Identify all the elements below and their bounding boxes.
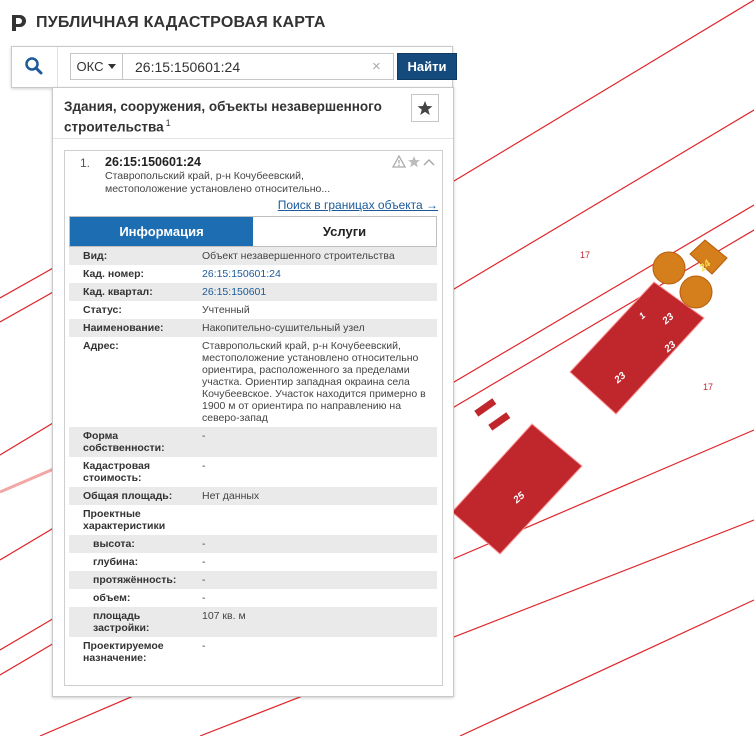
result-card	[64, 150, 443, 686]
info-row	[69, 337, 437, 427]
info-row-value	[198, 505, 437, 535]
result-number: 1.	[80, 156, 91, 170]
panel-title-count: 1	[165, 118, 171, 128]
clear-icon[interactable]: ×	[372, 58, 381, 75]
map-parcel-label: 24	[697, 258, 714, 274]
object-type-select[interactable]	[70, 53, 122, 80]
info-row	[69, 247, 437, 265]
info-row-label: Статус:	[83, 304, 122, 316]
info-row-label: Проектные характеристики	[83, 508, 166, 532]
tab-bar	[69, 216, 437, 247]
info-row-label: объем:	[93, 592, 131, 604]
info-row-label: Наименование:	[83, 322, 164, 334]
info-row-value: Накопительно-сушительный узел	[202, 322, 365, 334]
warning-icon[interactable]	[393, 156, 405, 167]
result-description: Ставропольский край, р-н Кочубеевский, местоположение установлено относительно...	[105, 170, 331, 195]
info-row	[69, 505, 437, 535]
object-type-label: ОКС	[76, 59, 104, 74]
map-parcel-label: 17	[702, 382, 714, 392]
info-row-label: Общая площадь:	[83, 490, 173, 502]
map-parcel-label: 23	[612, 370, 629, 386]
app-header	[10, 10, 326, 36]
logo-icon[interactable]	[10, 14, 28, 32]
info-row-label: глубина:	[93, 556, 139, 568]
panel-title-text: Здания, сооружения, объекты незавершенного строительства	[64, 99, 382, 135]
panel-divider	[53, 138, 453, 139]
star-icon[interactable]	[408, 156, 420, 167]
info-row-value: -	[202, 538, 206, 550]
info-row-value: Ставропольский край, р-н Кочубеевский, местоположение установлено относительно ориентира, расположенного за пределами участка. Ориентир западная окраина села Кочубеевское. Участок находится примерно в 1900 м от ориентира по направлению на северо-запад	[202, 340, 426, 424]
info-row-value: -	[202, 592, 206, 604]
info-row-label: Форма собственности:	[83, 430, 165, 454]
favorite-button[interactable]	[411, 94, 439, 122]
info-row	[69, 457, 437, 487]
info-row	[69, 607, 437, 637]
info-row-value: -	[202, 574, 206, 586]
info-row-label: Проектируемое назначение:	[83, 640, 164, 664]
card-actions	[392, 155, 438, 169]
info-row-value: -	[202, 640, 206, 652]
info-row	[69, 571, 437, 589]
info-row	[69, 589, 437, 607]
info-row-value: -	[202, 556, 206, 568]
info-row	[69, 637, 437, 667]
info-row-value: Учтенный	[202, 304, 250, 316]
find-button[interactable]: Найти	[397, 53, 457, 80]
info-row-label: Кадастровая стоимость:	[83, 460, 150, 484]
info-row-value: Объект незавершенного строительства	[202, 250, 395, 262]
info-row	[69, 535, 437, 553]
info-row	[69, 553, 437, 571]
search-input[interactable]	[122, 53, 394, 80]
info-row	[69, 265, 437, 283]
result-cadastral-number[interactable]: 26:15:150601:24	[105, 155, 201, 169]
map-parcel-label: 17	[579, 250, 591, 260]
map-parcel-label: 25	[511, 490, 528, 506]
chevron-up-icon[interactable]	[424, 160, 434, 165]
panel-title	[64, 98, 394, 136]
info-row-value: -	[202, 430, 206, 442]
map-parcel-label: 1	[636, 310, 648, 322]
small-parcel[interactable]	[474, 398, 496, 416]
map-parcel-label: 23	[660, 311, 677, 327]
silo-circle[interactable]	[653, 252, 685, 284]
info-row-link[interactable]: 26:15:150601:24	[202, 268, 281, 280]
info-row-link[interactable]: 26:15:150601	[202, 286, 267, 298]
results-panel	[52, 87, 454, 697]
silo-circle[interactable]	[680, 276, 712, 308]
info-row	[69, 283, 437, 301]
caret-down-icon	[108, 64, 116, 69]
search-separator	[57, 47, 58, 87]
star-icon	[417, 100, 433, 116]
tab-services[interactable]: Услуги	[253, 217, 436, 246]
search-bar	[11, 46, 453, 88]
info-row-label: Адрес:	[83, 340, 119, 352]
info-row-label: площадь застройки:	[93, 610, 150, 634]
info-row-label: протяжённость:	[93, 574, 177, 586]
parcel-25[interactable]	[452, 424, 582, 554]
app-title: ПУБЛИЧНАЯ КАДАСТРОВАЯ КАРТА	[36, 14, 326, 31]
info-row	[69, 301, 437, 319]
info-row-label: Вид:	[83, 250, 108, 262]
info-row-label: высота:	[93, 538, 135, 550]
info-row-value: 107 кв. м	[202, 610, 246, 622]
info-row-label: Кад. номер:	[83, 268, 145, 280]
info-row	[69, 487, 437, 505]
search-icon[interactable]	[24, 56, 44, 76]
info-row-label: Кад. квартал:	[83, 286, 153, 298]
tab-information[interactable]: Информация	[70, 217, 253, 246]
info-row-value: Нет данных	[202, 490, 260, 502]
info-row	[69, 319, 437, 337]
info-table	[69, 247, 437, 667]
small-parcel[interactable]	[488, 412, 510, 430]
search-in-bounds-link[interactable]: Поиск в границах объекта →	[277, 198, 438, 212]
info-row-value: -	[202, 460, 206, 472]
map-parcel-label: 23	[662, 339, 679, 355]
info-row	[69, 427, 437, 457]
